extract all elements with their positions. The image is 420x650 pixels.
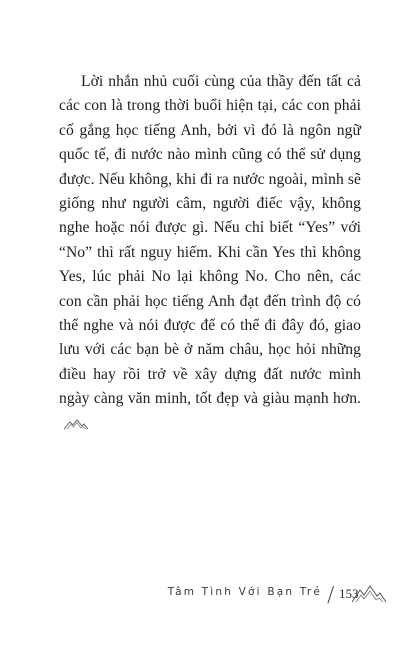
page-number: 153 [339,586,359,601]
footer-divider [327,586,334,603]
running-footer-title: Tâm Tình Với Bạn Trẻ [167,586,322,598]
mountain-ornament-icon [350,578,388,604]
body-paragraph [59,70,361,436]
mountain-end-mark-icon [63,419,89,430]
paragraph-text: Lời nhắn nhủ cuối cùng của thầy đến tất cả các con là trong thời buổi hiện tại, các con phải cố gắng học tiếng Anh, bởi vì đó là ngôn ngữ quốc tế, đi nước nào mình cũng có thể sử dụng được. Nếu không, khi đi ra nước ngoài, mình sẽ giống như người câm, người điếc vậy, không nghe hoặc nói được gì. Nếu chỉ biết “Yes” với “No” thì rất nguy hiểm. Khi cần Yes thì không Yes, lúc phải No lại không No. Cho nên, các con cần phải học tiếng Anh đạt đến trình độ có thể nghe và nói được để có thể đi đây đó, giao lưu với các bạn bè ở năm châu, học hỏi những điều hay rồi trở về xây dựng đất nước mình ngày càng văn minh, tốt đẹp và giàu mạnh hơn. [59,73,361,408]
page-footer [0,560,420,620]
